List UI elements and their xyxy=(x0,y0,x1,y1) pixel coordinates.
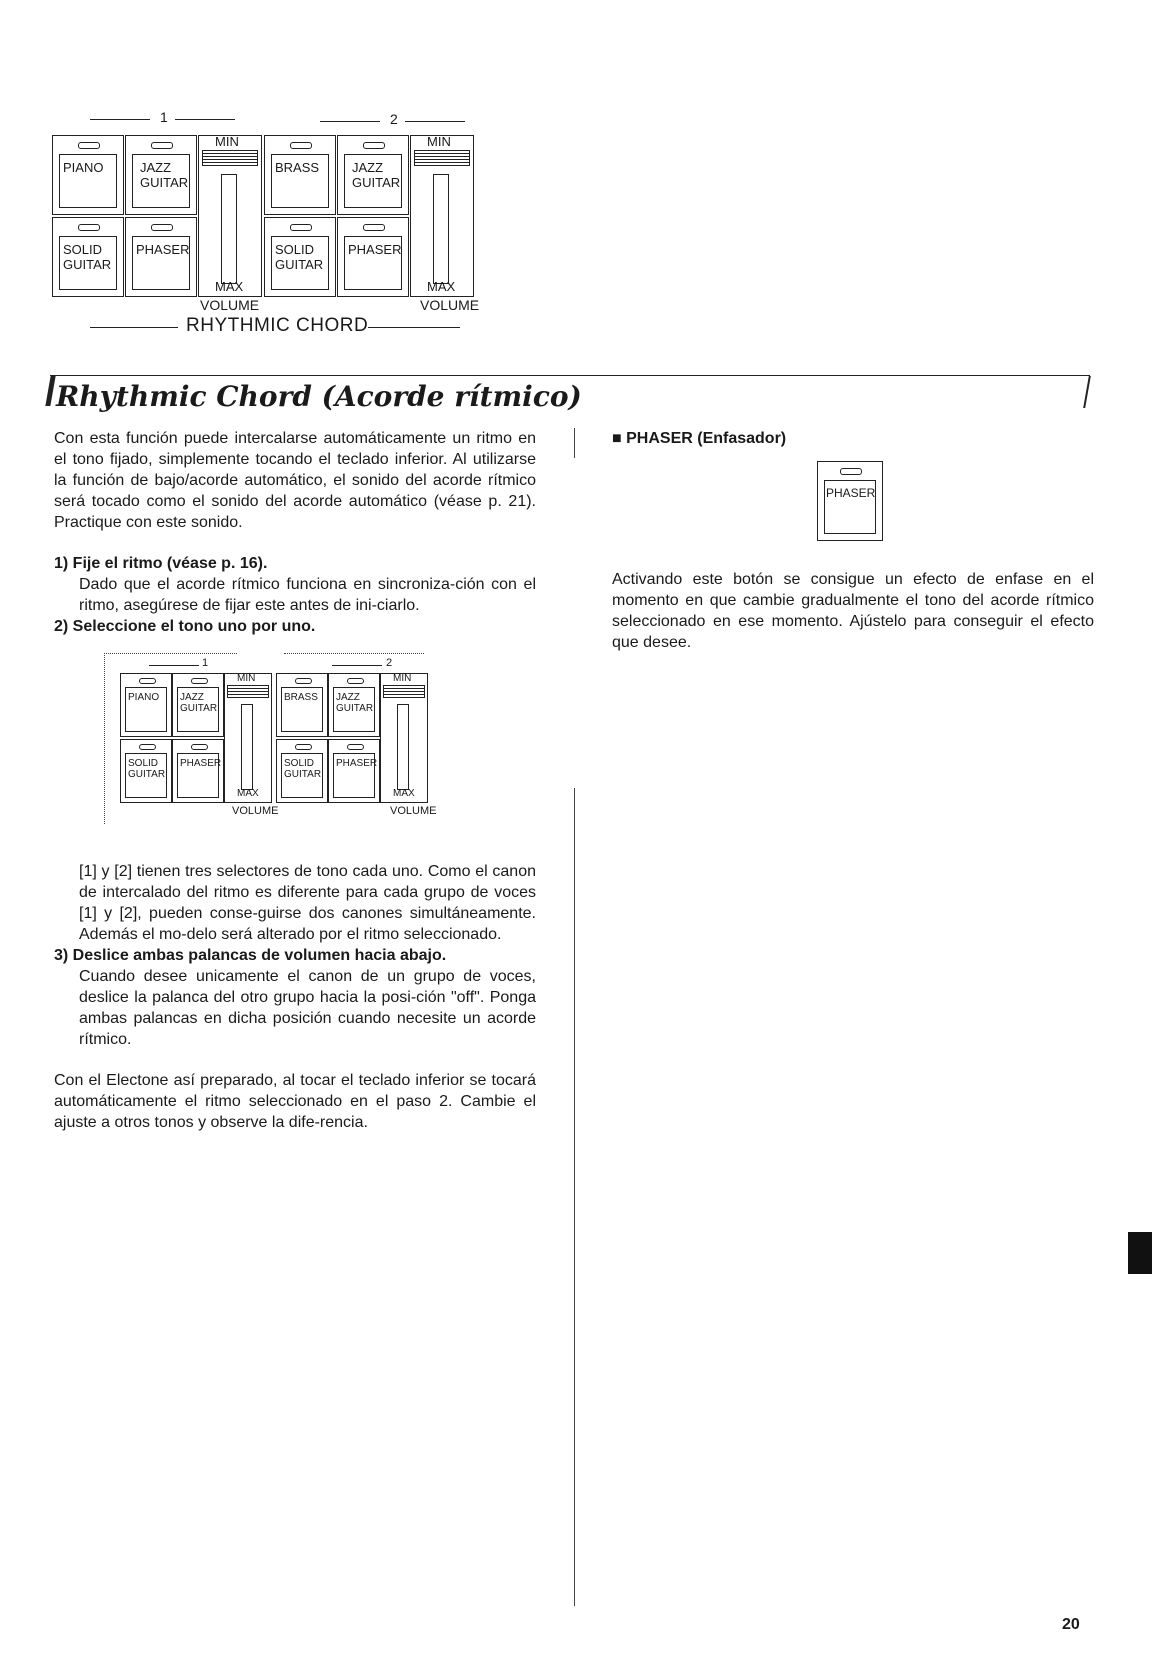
column-divider-bottom xyxy=(574,788,575,1606)
small-slider2-min: MIN xyxy=(393,673,412,684)
phaser-label-1: PHASER xyxy=(136,242,190,257)
rhythmic-chord-label: RHYTHMIC CHORD xyxy=(186,315,369,336)
step-1-body: Dado que el acorde rítmico funciona en sincroniza-ción con el ritmo, asegúrese de fijar este antes de ini-ciarlo. xyxy=(79,576,536,614)
phaser-button-2[interactable] xyxy=(337,217,409,297)
intro-paragraph: Con esta función puede intercalarse automáticamente un ritmo en el tono fijado, simplemente tocando el teclado inferior. Al utilizarse la función de bajo/acorde automático, el sonido del acorde rítmico será tocado como el sonido del acorde automático (véase p. 21). Practique con este sonido. xyxy=(54,430,536,531)
small-panel-diagram xyxy=(104,643,536,891)
small-piano-label: PIANO xyxy=(128,692,160,703)
small-volume-slider-2[interactable] xyxy=(380,673,428,803)
small-volume-slider-1[interactable] xyxy=(224,673,272,803)
small-jazz-guitar-button-1[interactable] xyxy=(172,673,224,737)
small-slider1-max: MAX xyxy=(237,788,259,799)
small-slider1-min: MIN xyxy=(237,673,256,684)
heading-rule xyxy=(50,375,1090,376)
small-solid-guitar-label-2: SOLID GUITAR xyxy=(284,758,322,780)
piano-button[interactable] xyxy=(52,135,124,215)
page-title: Rhythmic Chord (Acorde rítmico) xyxy=(56,380,590,413)
solid-guitar-label-1: SOLID GUITAR xyxy=(63,242,112,272)
small-brass-label: BRASS xyxy=(284,692,318,703)
solid-guitar-button-2[interactable] xyxy=(264,217,336,297)
small-jazz-guitar-label-1: JAZZ GUITAR xyxy=(180,692,218,714)
slider1-min: MIN xyxy=(215,134,239,149)
phaser-body: Activando este botón se consigue un efecto de enfase en el momento en que cambie gradualmente el tono del acorde rítmico seleccionado en ese momento. Ajústelo para conseguir el efecto que desee. xyxy=(612,571,1094,651)
small-solid-guitar-button-1[interactable] xyxy=(120,739,172,803)
jazz-guitar-label-1: JAZZ GUITAR xyxy=(140,160,189,190)
small-piano-button[interactable] xyxy=(120,673,172,737)
group2-number: 2 xyxy=(390,111,398,127)
solid-guitar-label-2: SOLID GUITAR xyxy=(275,242,324,272)
step-3-title: 3) Deslice ambas palancas de volumen hacia abajo. xyxy=(54,947,447,964)
step-3-body: Cuando desee unicamente el canon de un grupo de voces, deslice la palanca del otro grupo hacia la posi-ción "off". Ponga ambas palancas en dicha posición cuando necesite un acorde rítmico. xyxy=(79,968,536,1048)
small-volume-label-1: VOLUME xyxy=(232,805,279,817)
volume-label-1: VOLUME xyxy=(200,297,260,313)
volume-label-2: VOLUME xyxy=(420,297,480,313)
small-solid-guitar-button-2[interactable] xyxy=(276,739,328,803)
top-panel-diagram xyxy=(50,105,510,365)
small-jazz-guitar-button-2[interactable] xyxy=(328,673,380,737)
slider2-max: MAX xyxy=(427,279,456,294)
step-2-title: 2) Seleccione el tono uno por uno. xyxy=(54,618,316,635)
jazz-guitar-button-1[interactable] xyxy=(125,135,197,215)
slider2-min: MIN xyxy=(427,134,451,149)
step-2-body: [1] y [2] tienen tres selectores de tono cada uno. Como el canon de intercalado del ritmo es diferente para cada grupo de voces [1] y [2], pueden conse-guirse dos canones simultáneamente. Además el mo-delo será alterado por el ritmo seleccionado. xyxy=(79,863,536,943)
page-number: 20 xyxy=(1062,1616,1080,1633)
small-group2-number: 2 xyxy=(386,657,393,669)
solid-guitar-button-1[interactable] xyxy=(52,217,124,297)
brass-button[interactable] xyxy=(264,135,336,215)
small-group1-number: 1 xyxy=(202,657,209,669)
phaser-example-label: PHASER xyxy=(826,486,876,500)
slider1-max: MAX xyxy=(215,279,244,294)
piano-button-label: PIANO xyxy=(63,160,104,175)
phaser-title: ■ PHASER (Enfasador) xyxy=(612,430,787,447)
small-brass-button[interactable] xyxy=(276,673,328,737)
phaser-button-1[interactable] xyxy=(125,217,197,297)
volume-slider-1[interactable] xyxy=(198,135,262,297)
small-phaser-button-1[interactable] xyxy=(172,739,224,803)
small-phaser-label-1: PHASER xyxy=(180,758,222,769)
small-jazz-guitar-label-2: JAZZ GUITAR xyxy=(336,692,374,714)
phaser-label-2: PHASER xyxy=(348,242,402,257)
column-divider-top xyxy=(574,428,575,458)
left-column xyxy=(54,428,536,1133)
jazz-guitar-label-2: JAZZ GUITAR xyxy=(352,160,401,190)
brass-button-label: BRASS xyxy=(275,160,320,175)
phaser-example-button[interactable] xyxy=(817,461,883,541)
side-tab-marker xyxy=(1128,1232,1152,1274)
volume-slider-2[interactable] xyxy=(410,135,474,297)
small-phaser-button-2[interactable] xyxy=(328,739,380,803)
small-volume-label-2: VOLUME xyxy=(390,805,437,817)
small-phaser-label-2: PHASER xyxy=(336,758,378,769)
group1-number: 1 xyxy=(160,109,168,125)
closing-paragraph: Con el Electone así preparado, al tocar el teclado inferior se tocará automáticamente el ritmo seleccionado en el paso 2. Cambie el ajuste a otros tonos y observe la dife-rencia. xyxy=(54,1072,536,1131)
small-solid-guitar-label-1: SOLID GUITAR xyxy=(128,758,166,780)
right-column xyxy=(612,428,1094,653)
step-1-title: 1) Fije el ritmo (véase p. 16). xyxy=(54,555,268,572)
jazz-guitar-button-2[interactable] xyxy=(337,135,409,215)
small-slider2-max: MAX xyxy=(393,788,415,799)
